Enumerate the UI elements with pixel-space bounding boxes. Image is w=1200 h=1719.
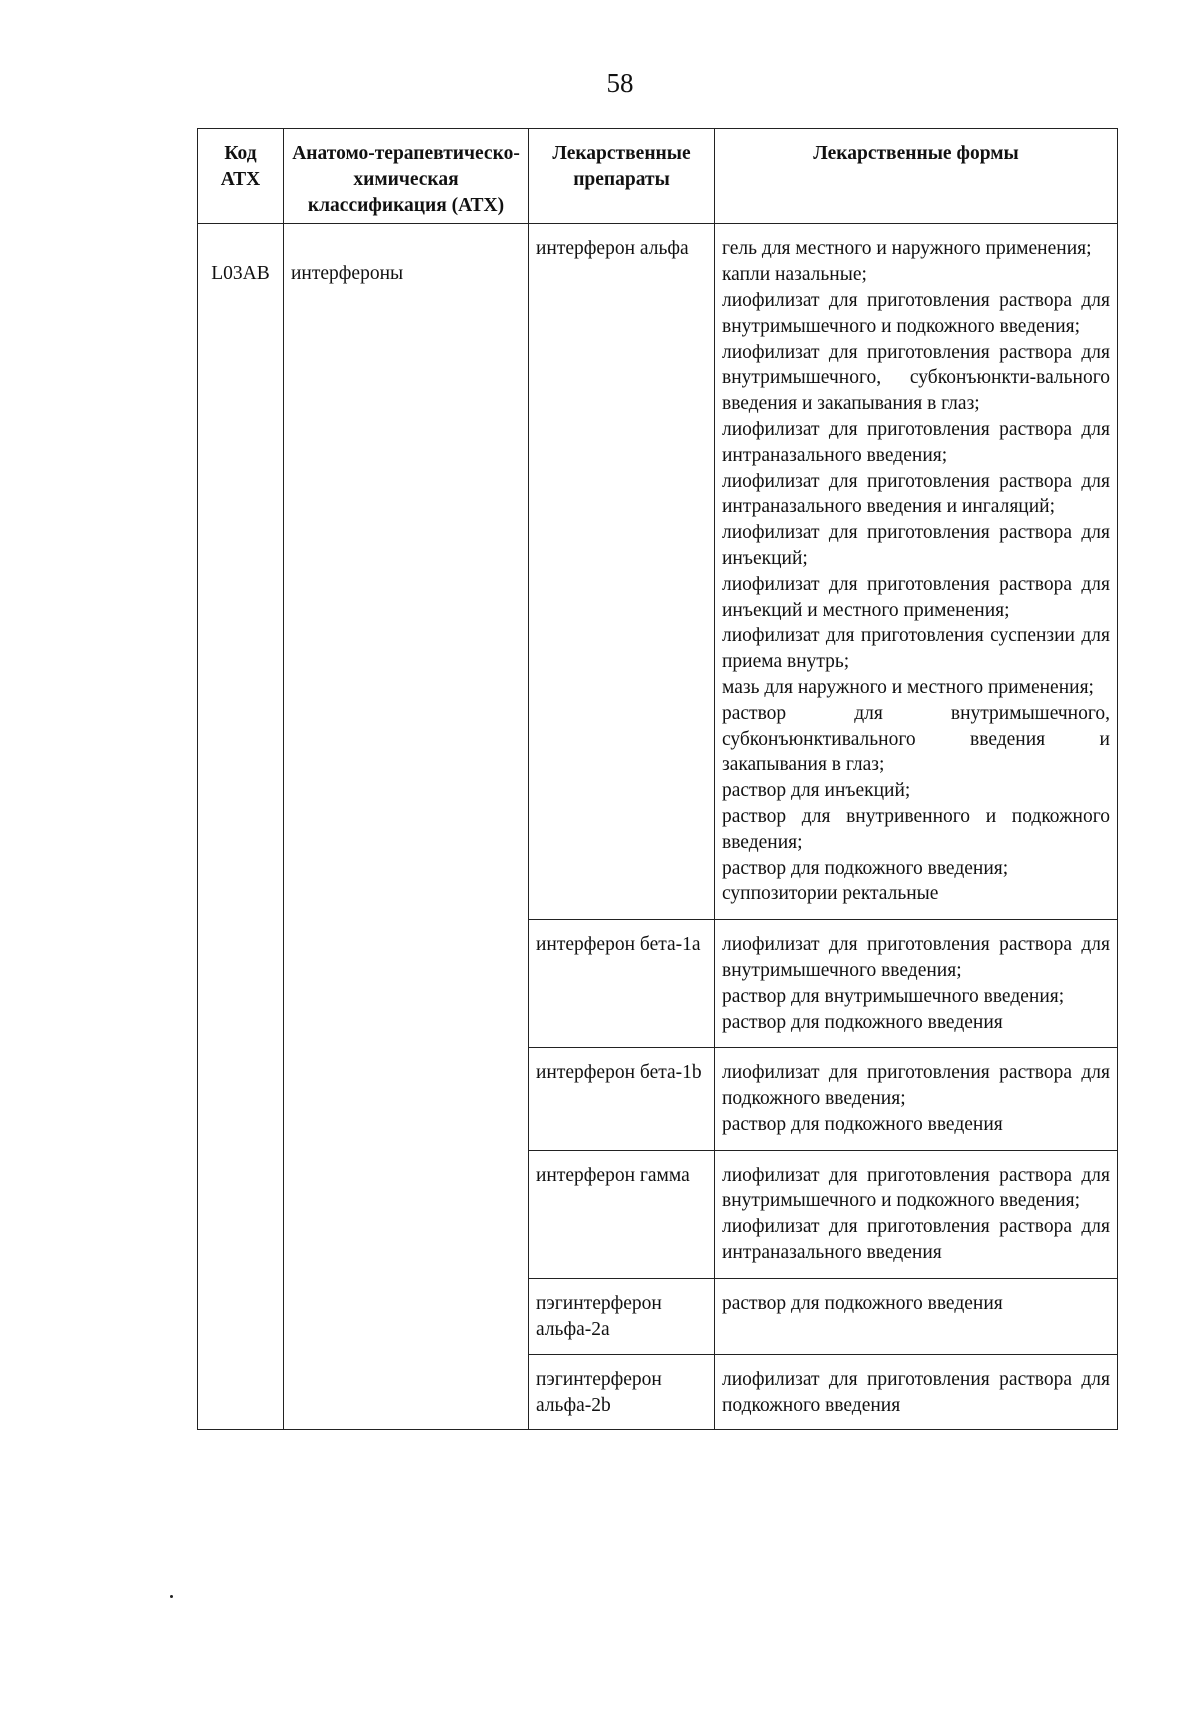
table-header-row: [198, 129, 1118, 224]
atx-classification-cell: интерфероны: [284, 224, 529, 1430]
dosage-form-item: лиофилизат для приготовления раствора для интраназального введения;: [722, 418, 1110, 466]
dosage-form-item: капли назальные;: [722, 264, 867, 286]
dosage-form-item: лиофилизат для приготовления раствора для инъекций;: [722, 522, 1110, 569]
header-forms: Лекарственные формы: [715, 129, 1118, 224]
table-row: [198, 224, 1118, 920]
forms-cell: [715, 1150, 1118, 1278]
dosage-form-item: раствор для подкожного введения: [722, 1011, 1003, 1033]
dosage-form-item: лиофилизат для приготовления раствора для внутримышечного введения;: [722, 934, 1110, 981]
header-classification: Анатомо-терапевтическо-химическая классификация (АТХ): [284, 129, 529, 224]
forms-cell: [715, 1355, 1118, 1430]
page-number: 58: [606, 68, 634, 98]
dosage-form-item: раствор для внутримышечного введения;: [722, 985, 1065, 1007]
dosage-form-item: лиофилизат для приготовления раствора для внутримышечного и подкожного введения;: [722, 1164, 1110, 1212]
dosage-form-item: лиофилизат для приготовления раствора для инъекций и местного применения;: [722, 573, 1110, 621]
header-code: Код АТХ: [198, 129, 284, 224]
dosage-form-item: гель для местного и наружного применения;: [722, 238, 1092, 260]
forms-cell: [715, 224, 1118, 920]
drug-cell: интерферон бета-1a: [529, 920, 715, 1048]
dosage-form-item: лиофилизат для приготовления раствора для внутримышечного и подкожного введения;: [722, 289, 1110, 337]
dosage-form-item: лиофилизат для приготовления раствора для внутримышечного, субконъюнкти-вального введения и закапывания в глаз;: [722, 341, 1110, 415]
dosage-form-item: суппозитории ректальные: [722, 883, 939, 905]
stray-dot: [170, 1595, 173, 1598]
dosage-form-item: лиофилизат для приготовления раствора для интраназального введения и ингаляций;: [722, 470, 1110, 518]
dosage-form-item: раствор для подкожного введения: [722, 1113, 1003, 1135]
dosage-form-item: лиофилизат для приготовления раствора для подкожного введения;: [722, 1062, 1110, 1110]
header-drugs: Лекарственные препараты: [529, 129, 715, 224]
forms-cell: [715, 1048, 1118, 1150]
dosage-form-item: лиофилизат для приготовления суспензии для приема внутрь;: [722, 625, 1110, 673]
drug-cell: интерферон гамма: [529, 1150, 715, 1278]
dosage-form-item: раствор для инъекций;: [722, 780, 911, 802]
drug-cell: интерферон альфа: [529, 224, 715, 920]
dosage-form-item: раствор для подкожного введения;: [722, 857, 1009, 879]
atx-code-cell: L03AB: [198, 224, 284, 1430]
drug-cell: пэгинтерферон альфа-2b: [529, 1355, 715, 1430]
dosage-form-item: мазь для наружного и местного применения;: [722, 676, 1094, 698]
dosage-form-item: лиофилизат для приготовления раствора для интраназального введения: [722, 1216, 1110, 1264]
drug-cell: пэгинтерферон альфа-2a: [529, 1278, 715, 1355]
dosage-form-item: раствор для внутримышечного, субконъюнктивального введения и закапывания в глаз;: [722, 702, 1110, 776]
atx-table: [197, 128, 1118, 1430]
drug-cell: интерферон бета-1b: [529, 1048, 715, 1150]
dosage-form-item: раствор для подкожного введения: [722, 1292, 1003, 1314]
dosage-form-item: раствор для внутривенного и подкожного введения;: [722, 805, 1110, 853]
dosage-form-item: лиофилизат для приготовления раствора для подкожного введения: [722, 1369, 1110, 1417]
forms-cell: [715, 1278, 1118, 1355]
forms-cell: [715, 920, 1118, 1048]
